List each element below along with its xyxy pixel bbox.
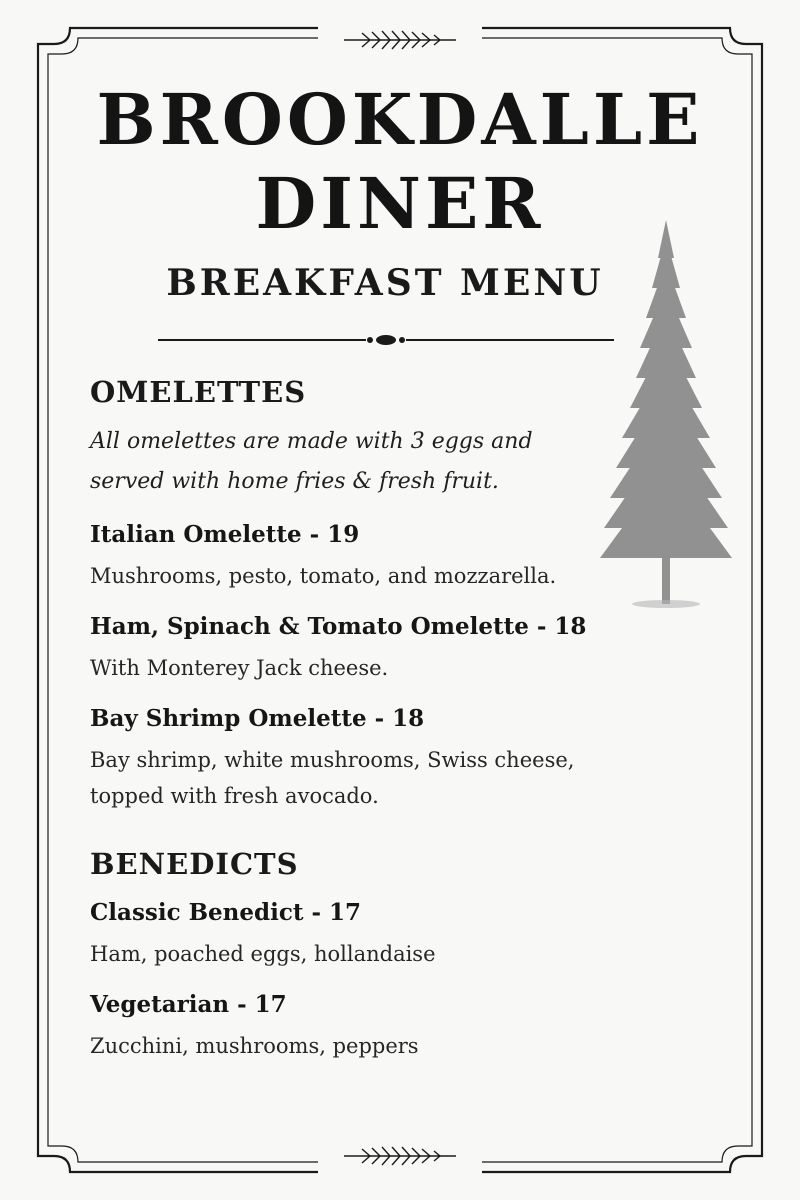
menu-item-name: Bay Shrimp Omelette - 18 <box>90 705 425 732</box>
menu-item-name: Ham, Spinach & Tomato Omelette - 18 <box>90 613 587 640</box>
omelettes-note: All omelettes are made with 3 eggs and served with home fries & fresh fruit. <box>90 429 533 494</box>
menu-item-name: Vegetarian - 17 <box>90 991 287 1018</box>
menu-item <box>90 894 710 972</box>
restaurant-name-line2: DINER <box>255 162 545 245</box>
fern-sprig-icon <box>340 28 460 52</box>
menu-item-name: Italian Omelette - 19 <box>90 521 360 548</box>
menu-item-description: Mushrooms, pesto, tomato, and mozzarella. <box>90 564 557 588</box>
menu-item <box>90 516 710 594</box>
section-heading-benedicts: BENEDICTS <box>90 847 299 881</box>
menu-subtitle: BREAKFAST MENU <box>166 262 604 304</box>
menu-item <box>90 986 710 1064</box>
omelettes-section <box>90 370 710 814</box>
benedicts-section <box>90 842 710 1064</box>
restaurant-name-line1: BROOKDALLE <box>96 78 704 161</box>
menu-item-description: Ham, poached eggs, hollandaise <box>90 942 436 966</box>
menu-item-description: Zucchini, mushrooms, peppers <box>90 1034 419 1058</box>
menu-content <box>90 370 710 1064</box>
ornamental-divider-icon <box>156 330 616 350</box>
fern-sprig-icon <box>340 1144 460 1168</box>
section-heading-omelettes: OMELETTES <box>90 375 307 409</box>
menu-item-description: With Monterey Jack cheese. <box>90 656 389 680</box>
menu-item <box>90 608 710 686</box>
menu-item <box>90 700 710 814</box>
menu-item-name: Classic Benedict - 17 <box>90 899 362 926</box>
menu-item-description: Bay shrimp, white mushrooms, Swiss cheese, topped with fresh avocado. <box>90 748 575 808</box>
